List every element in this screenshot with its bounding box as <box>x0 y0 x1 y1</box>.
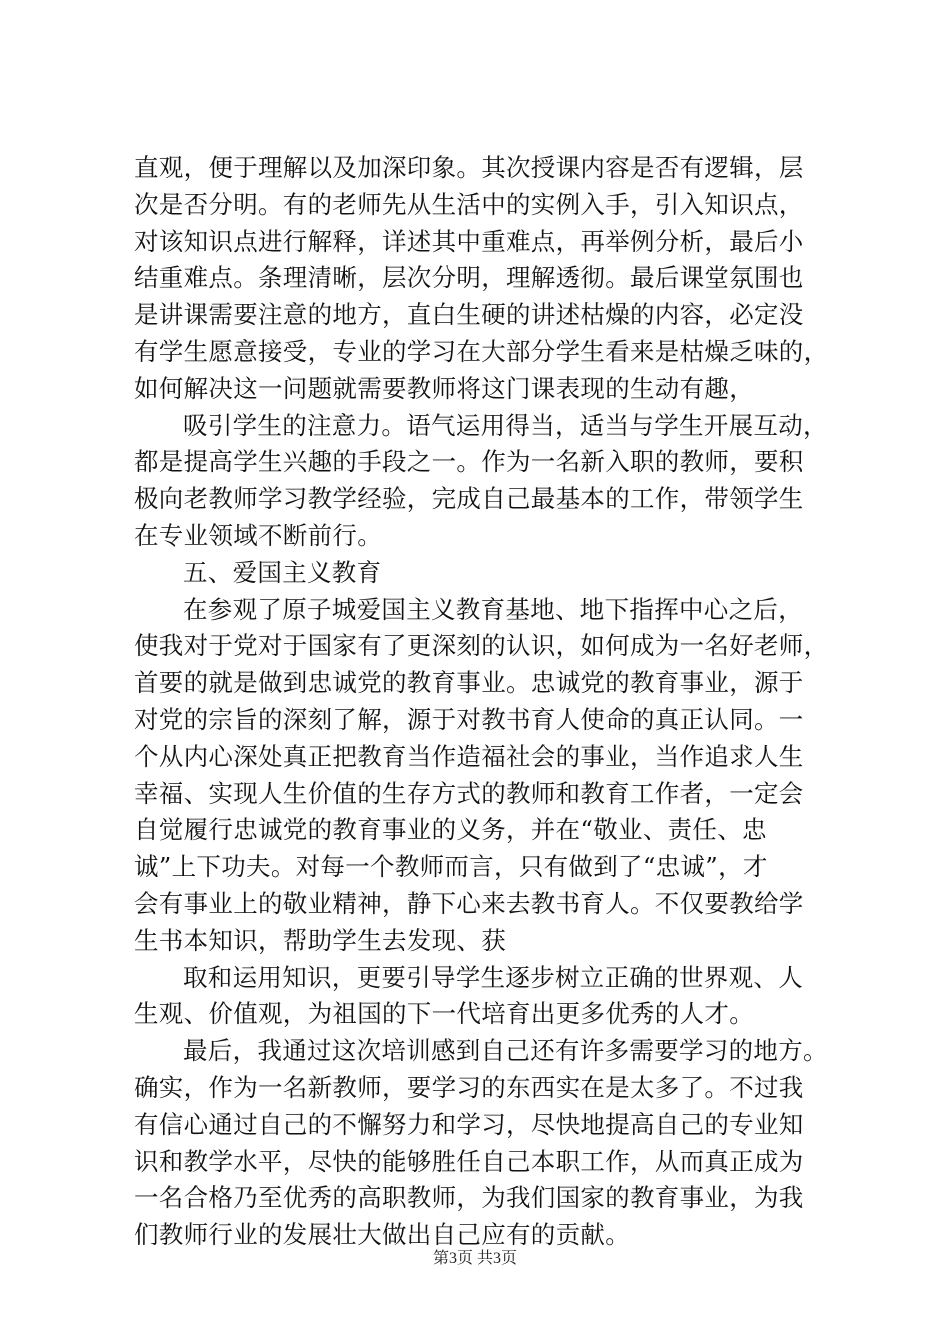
document-body <box>134 150 834 1254</box>
text-line: 吸引学生的注意力。语气运用得当，适当与学生开展互动， <box>183 410 828 440</box>
page-footer: 第3页 共3页 <box>432 1250 517 1267</box>
text-line: 有信心通过自己的不懈努力和学习，尽快地提高自己的专业知 <box>134 1109 804 1139</box>
text-line: 在参观了原子城爱国主义教育基地、地下指挥中心之后， <box>183 594 803 624</box>
text-line: 如何解决这一问题就需要教师将这门课表现的生动有趣， <box>134 373 754 403</box>
text-line: 是讲课需要注意的地方，直白生硬的讲述枯燥的内容，必定没 <box>134 300 804 330</box>
text-line: 识和教学水平，尽快的能够胜任自己本职工作，从而真正成为 <box>134 1146 804 1176</box>
text-line: 会有事业上的敬业精神，静下心来去教书育人。不仅要教给学 <box>134 888 804 918</box>
text-line: 生观、价值观，为祖国的下一代培育出更多优秀的人才。 <box>134 999 754 1029</box>
text-line: 次是否分明。有的老师先从生活中的实例入手，引入知识点， <box>134 189 804 219</box>
text-line: 一名合格乃至优秀的高职教师，为我们国家的教育事业，为我 <box>134 1183 804 1213</box>
text-line: 们教师行业的发展壮大做出自己应有的贡献。 <box>134 1220 630 1250</box>
text-line: 有学生愿意接受，专业的学习在大部分学生看来是枯燥乏味的， <box>134 336 829 366</box>
text-line: 结重难点。条理清晰，层次分明，理解透彻。最后课堂氛围也 <box>134 263 804 293</box>
text-line: 确实，作为一名新教师，要学习的东西实在是太多了。不过我 <box>134 1072 804 1102</box>
text-line: 对党的宗旨的深刻了解，源于对教书育人使命的真正认同。一 <box>134 704 804 734</box>
text-line: 首要的就是做到忠诚党的教育事业。忠诚党的教育事业，源于 <box>134 668 804 698</box>
text-line: 五、爱国主义教育 <box>183 557 382 587</box>
text-line: 直观，便于理解以及加深印象。其次授课内容是否有逻辑，层 <box>134 153 804 182</box>
text-line: 在专业领域不断前行。 <box>134 520 382 550</box>
text-line: 最后，我通过这次培训感到自己还有许多需要学习的地方。 <box>183 1036 828 1066</box>
text-line: 使我对于党对于国家有了更深刻的认识，如何成为一名好老师， <box>134 631 829 661</box>
text-line: 生书本知识，帮助学生去发现、获 <box>134 925 506 955</box>
text-line: 诚”上下功夫。对每一个教师而言，只有做到了“忠诚”，才 <box>134 852 768 882</box>
text-line: 自觉履行忠诚党的教育事业的义务，并在“敬业、责任、忠 <box>134 815 767 845</box>
text-line: 都是提高学生兴趣的手段之一。作为一名新入职的教师，要积 <box>134 447 804 477</box>
text-line: 对该知识点进行解释，详述其中重难点，再举例分析，最后小 <box>134 226 804 256</box>
text-line: 极向老教师学习教学经验，完成自己最基本的工作，带领学生 <box>134 484 804 514</box>
text-line: 取和运用知识，更要引导学生逐步树立正确的世界观、人 <box>183 962 803 992</box>
text-line: 幸福、实现人生价值的生存方式的教师和教育工作者，一定会 <box>134 778 804 808</box>
text-line: 个从内心深处真正把教育当作造福社会的事业，当作追求人生 <box>134 741 804 771</box>
